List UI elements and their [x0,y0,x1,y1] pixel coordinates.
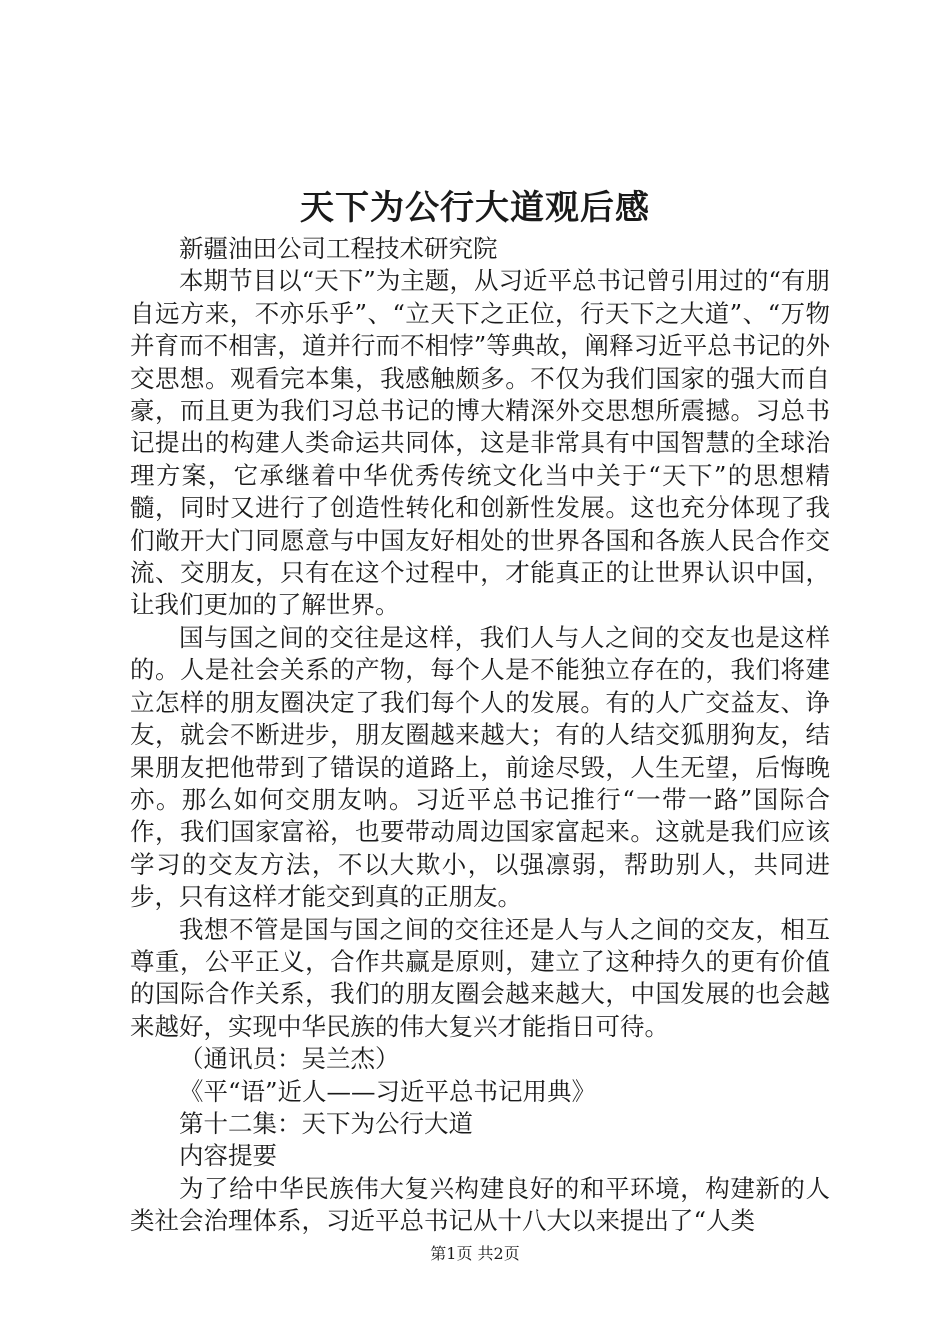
episode-title: 第十二集：天下为公行大道 [179,1108,473,1138]
page-number-footer: 第1页 共2页 [430,1244,520,1263]
document-body [130,233,830,1238]
body-paragraph: 为了给中华民族伟大复兴构建良好的和平环境，构建新的人类社会治理体系，习近平总书记从十八大以来提出了“人类 [130,1173,830,1236]
body-paragraph: 国与国之间的交往是这样，我们人与人之间的交友也是这样的。人是社会关系的产物，每个人是不能独立存在的，我们将建立怎样的朋友圈决定了我们每个人的发展。有的人广交益友、诤友，就会不断进步，朋友圈越来越大；有的人结交狐朋狗友，结果朋友把他带到了错误的道路上，前途尽毁，人生无望，后悔晚亦。那么如何交朋友呐。习近平总书记推行“一带一路”国际合作，我们国家富裕，也要带动周边国家富起来。这就是我们应该学习的交友方法，不以大欺小，以强凛弱，帮助别人，共同进步，只有这样才能交到真的正朋友。 [130,622,830,912]
program-title: 《平“语”近人——习近平总书记用典》 [179,1076,597,1106]
document-title: 天下为公行大道观后感 [300,188,650,228]
body-paragraph: 我想不管是国与国之间的交往还是人与人之间的交友，相互尊重，公平正义，合作共赢是原则，建立了这种持久的更有价值的国际合作关系，我们的朋友圈会越来越大，中国发展的也会越来越好，实现中华民族的伟大复兴才能指日可待。 [130,914,830,1041]
section-heading: 内容提要 [179,1141,277,1171]
author-affiliation: 新疆油田公司工程技术研究院 [179,234,498,263]
correspondent-line: （通讯员：吴兰杰） [179,1044,400,1074]
body-paragraph: 本期节目以“天下”为主题，从习近平总书记曾引用过的“有朋自远方来，不亦乐乎”、“立天下之正位，行天下之大道”、“万物并育而不相害，道并行而不相悖”等典故，阐释习近平总书记的外交思想。观看完本集，我感触颇多。不仅为我们国家的强大而自豪，而且更为我们习总书记的博大精深外交思想所震撼。习总书记提出的构建人类命运共同体，这是非常具有中国智慧的全球治理方案，它承继着中华优秀传统文化当中关于“天下”的思想精髓，同时又进行了创造性转化和创新性发展。这也充分体现了我们敞开大门同愿意与中国友好相处的世界各国和各族人民合作交流、交朋友，只有在这个过程中，才能真正的让世界认识中国，让我们更加的了解世界。 [130,266,830,620]
